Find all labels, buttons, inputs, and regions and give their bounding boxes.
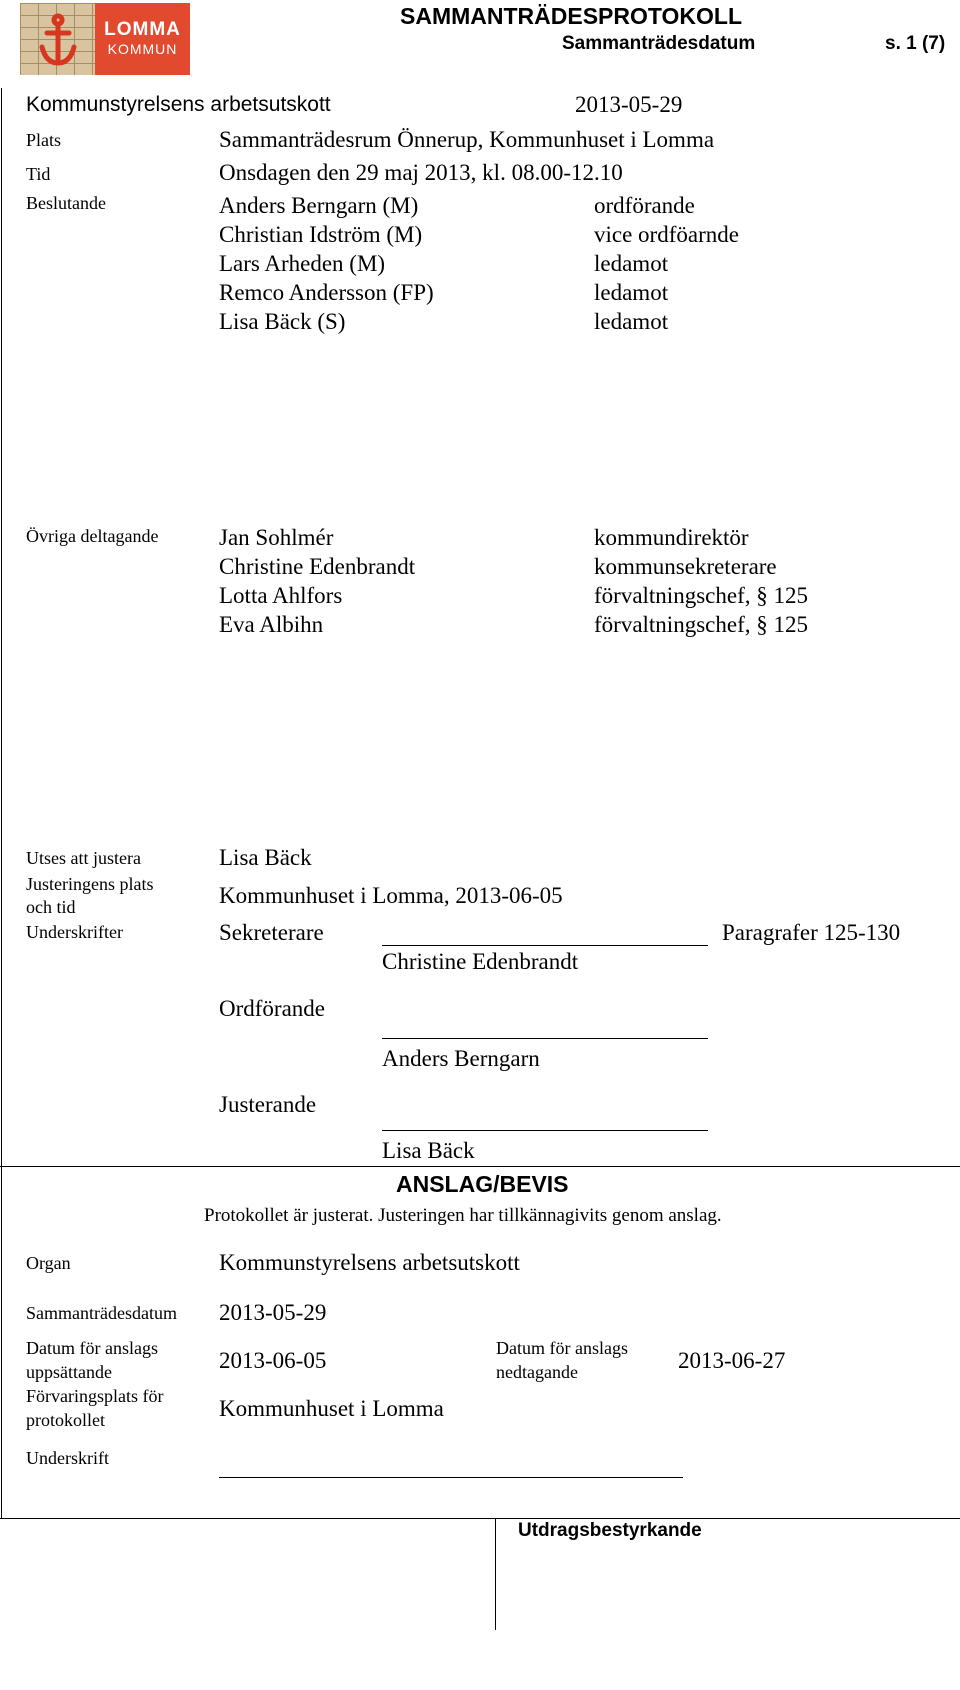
removed-label-1: Datum för anslags	[496, 1338, 628, 1358]
storage-value: Kommunhuset i Lomma	[219, 1396, 444, 1421]
chair-name: Anders Berngarn	[382, 1046, 540, 1071]
participant-name: Jan Sohlmér	[219, 525, 334, 550]
appointed-value: Lisa Bäck	[219, 845, 312, 870]
place-value: Sammanträdesrum Önnerup, Kommunhuset i Lomma	[219, 127, 715, 152]
member-role: vice ordföarnde	[594, 222, 739, 247]
secretary-signature-line	[382, 945, 708, 946]
organ-label: Organ	[26, 1253, 71, 1273]
member-name: Anders Berngarn (M)	[219, 193, 419, 218]
participant-role: kommunsekreterare	[594, 554, 777, 579]
participant-role: förvaltningschef, § 125	[594, 583, 808, 608]
member-name: Christian Idström (M)	[219, 222, 423, 247]
header-date-label: Sammanträdesdatum	[562, 33, 756, 54]
time-label: Tid	[26, 164, 51, 184]
adjust-place-label-1: Justeringens plats	[26, 874, 154, 894]
logo-name: LOMMA	[104, 19, 181, 40]
member-name: Lisa Bäck (S)	[219, 309, 346, 334]
posted-label-2: uppsättande	[26, 1362, 112, 1382]
adjuster-label: Justerande	[219, 1092, 317, 1117]
removed-value: 2013-06-27	[678, 1348, 786, 1373]
member-name: Lars Arheden (M)	[219, 251, 386, 276]
participant-name: Lotta Ahlfors	[219, 583, 343, 608]
notice-title: ANSLAG/BEVIS	[396, 1171, 569, 1197]
notice-signature-line	[219, 1477, 683, 1478]
place-label: Plats	[26, 130, 62, 150]
adjuster-name: Lisa Bäck	[382, 1138, 475, 1163]
document-title: SAMMANTRÄDESPROTOKOLL	[400, 3, 743, 29]
anchor-icon	[38, 13, 78, 69]
deciding-label: Beslutande	[26, 193, 106, 213]
member-role: ordförande	[594, 193, 695, 218]
member-role: ledamot	[594, 309, 669, 334]
meeting-date: 2013-05-29	[575, 92, 683, 117]
notice-date-value: 2013-05-29	[219, 1300, 327, 1325]
member-role: ledamot	[594, 280, 669, 305]
participant-role: kommundirektör	[594, 525, 749, 550]
storage-label-1: Förvaringsplats för	[26, 1386, 164, 1406]
page-number: s. 1 (7)	[885, 33, 946, 54]
adjust-place-label-2: och tid	[26, 897, 76, 917]
extract-certification: Utdragsbestyrkande	[518, 1520, 702, 1541]
participant-name: Eva Albihn	[219, 612, 324, 637]
footer-column-divider	[495, 1518, 496, 1630]
notice-statement: Protokollet är justerat. Justeringen har tillkännagivits genom anslag.	[204, 1205, 722, 1226]
appointed-label: Utses att justera	[26, 848, 141, 868]
storage-label-2: protokollet	[26, 1410, 105, 1430]
lomma-kommun-logo	[20, 3, 190, 75]
adjust-place-value: Kommunhuset i Lomma, 2013-06-05	[219, 883, 563, 908]
others-label: Övriga deltagande	[26, 526, 159, 546]
meeting-body: Kommunstyrelsens arbetsutskott	[26, 93, 331, 116]
time-value: Onsdagen den 29 maj 2013, kl. 08.00-12.10	[219, 160, 623, 185]
secretary-name: Christine Edenbrandt	[382, 949, 579, 974]
signature-label: Underskrift	[26, 1448, 109, 1468]
logo-red-panel	[95, 3, 190, 75]
member-role: ledamot	[594, 251, 669, 276]
participant-name: Christine Edenbrandt	[219, 554, 416, 579]
adjuster-signature-line	[382, 1130, 708, 1131]
notice-date-label: Sammanträdesdatum	[26, 1303, 177, 1323]
signatures-label: Underskrifter	[26, 922, 123, 942]
left-border	[1, 88, 2, 1518]
paragraphs-value: Paragrafer 125-130	[722, 920, 901, 945]
chair-label: Ordförande	[219, 996, 326, 1021]
chair-signature-line	[382, 1038, 708, 1039]
participant-role: förvaltningschef, § 125	[594, 612, 808, 637]
footer-divider	[0, 1518, 960, 1519]
secretary-label: Sekreterare	[219, 920, 324, 945]
brick-pattern	[20, 3, 95, 75]
notice-divider	[0, 1166, 960, 1167]
logo-subname: KOMMUN	[107, 41, 178, 57]
member-name: Remco Andersson (FP)	[219, 280, 434, 305]
posted-label-1: Datum för anslags	[26, 1338, 158, 1358]
posted-value: 2013-06-05	[219, 1348, 327, 1373]
removed-label-2: nedtagande	[496, 1362, 578, 1382]
organ-value: Kommunstyrelsens arbetsutskott	[219, 1250, 520, 1275]
